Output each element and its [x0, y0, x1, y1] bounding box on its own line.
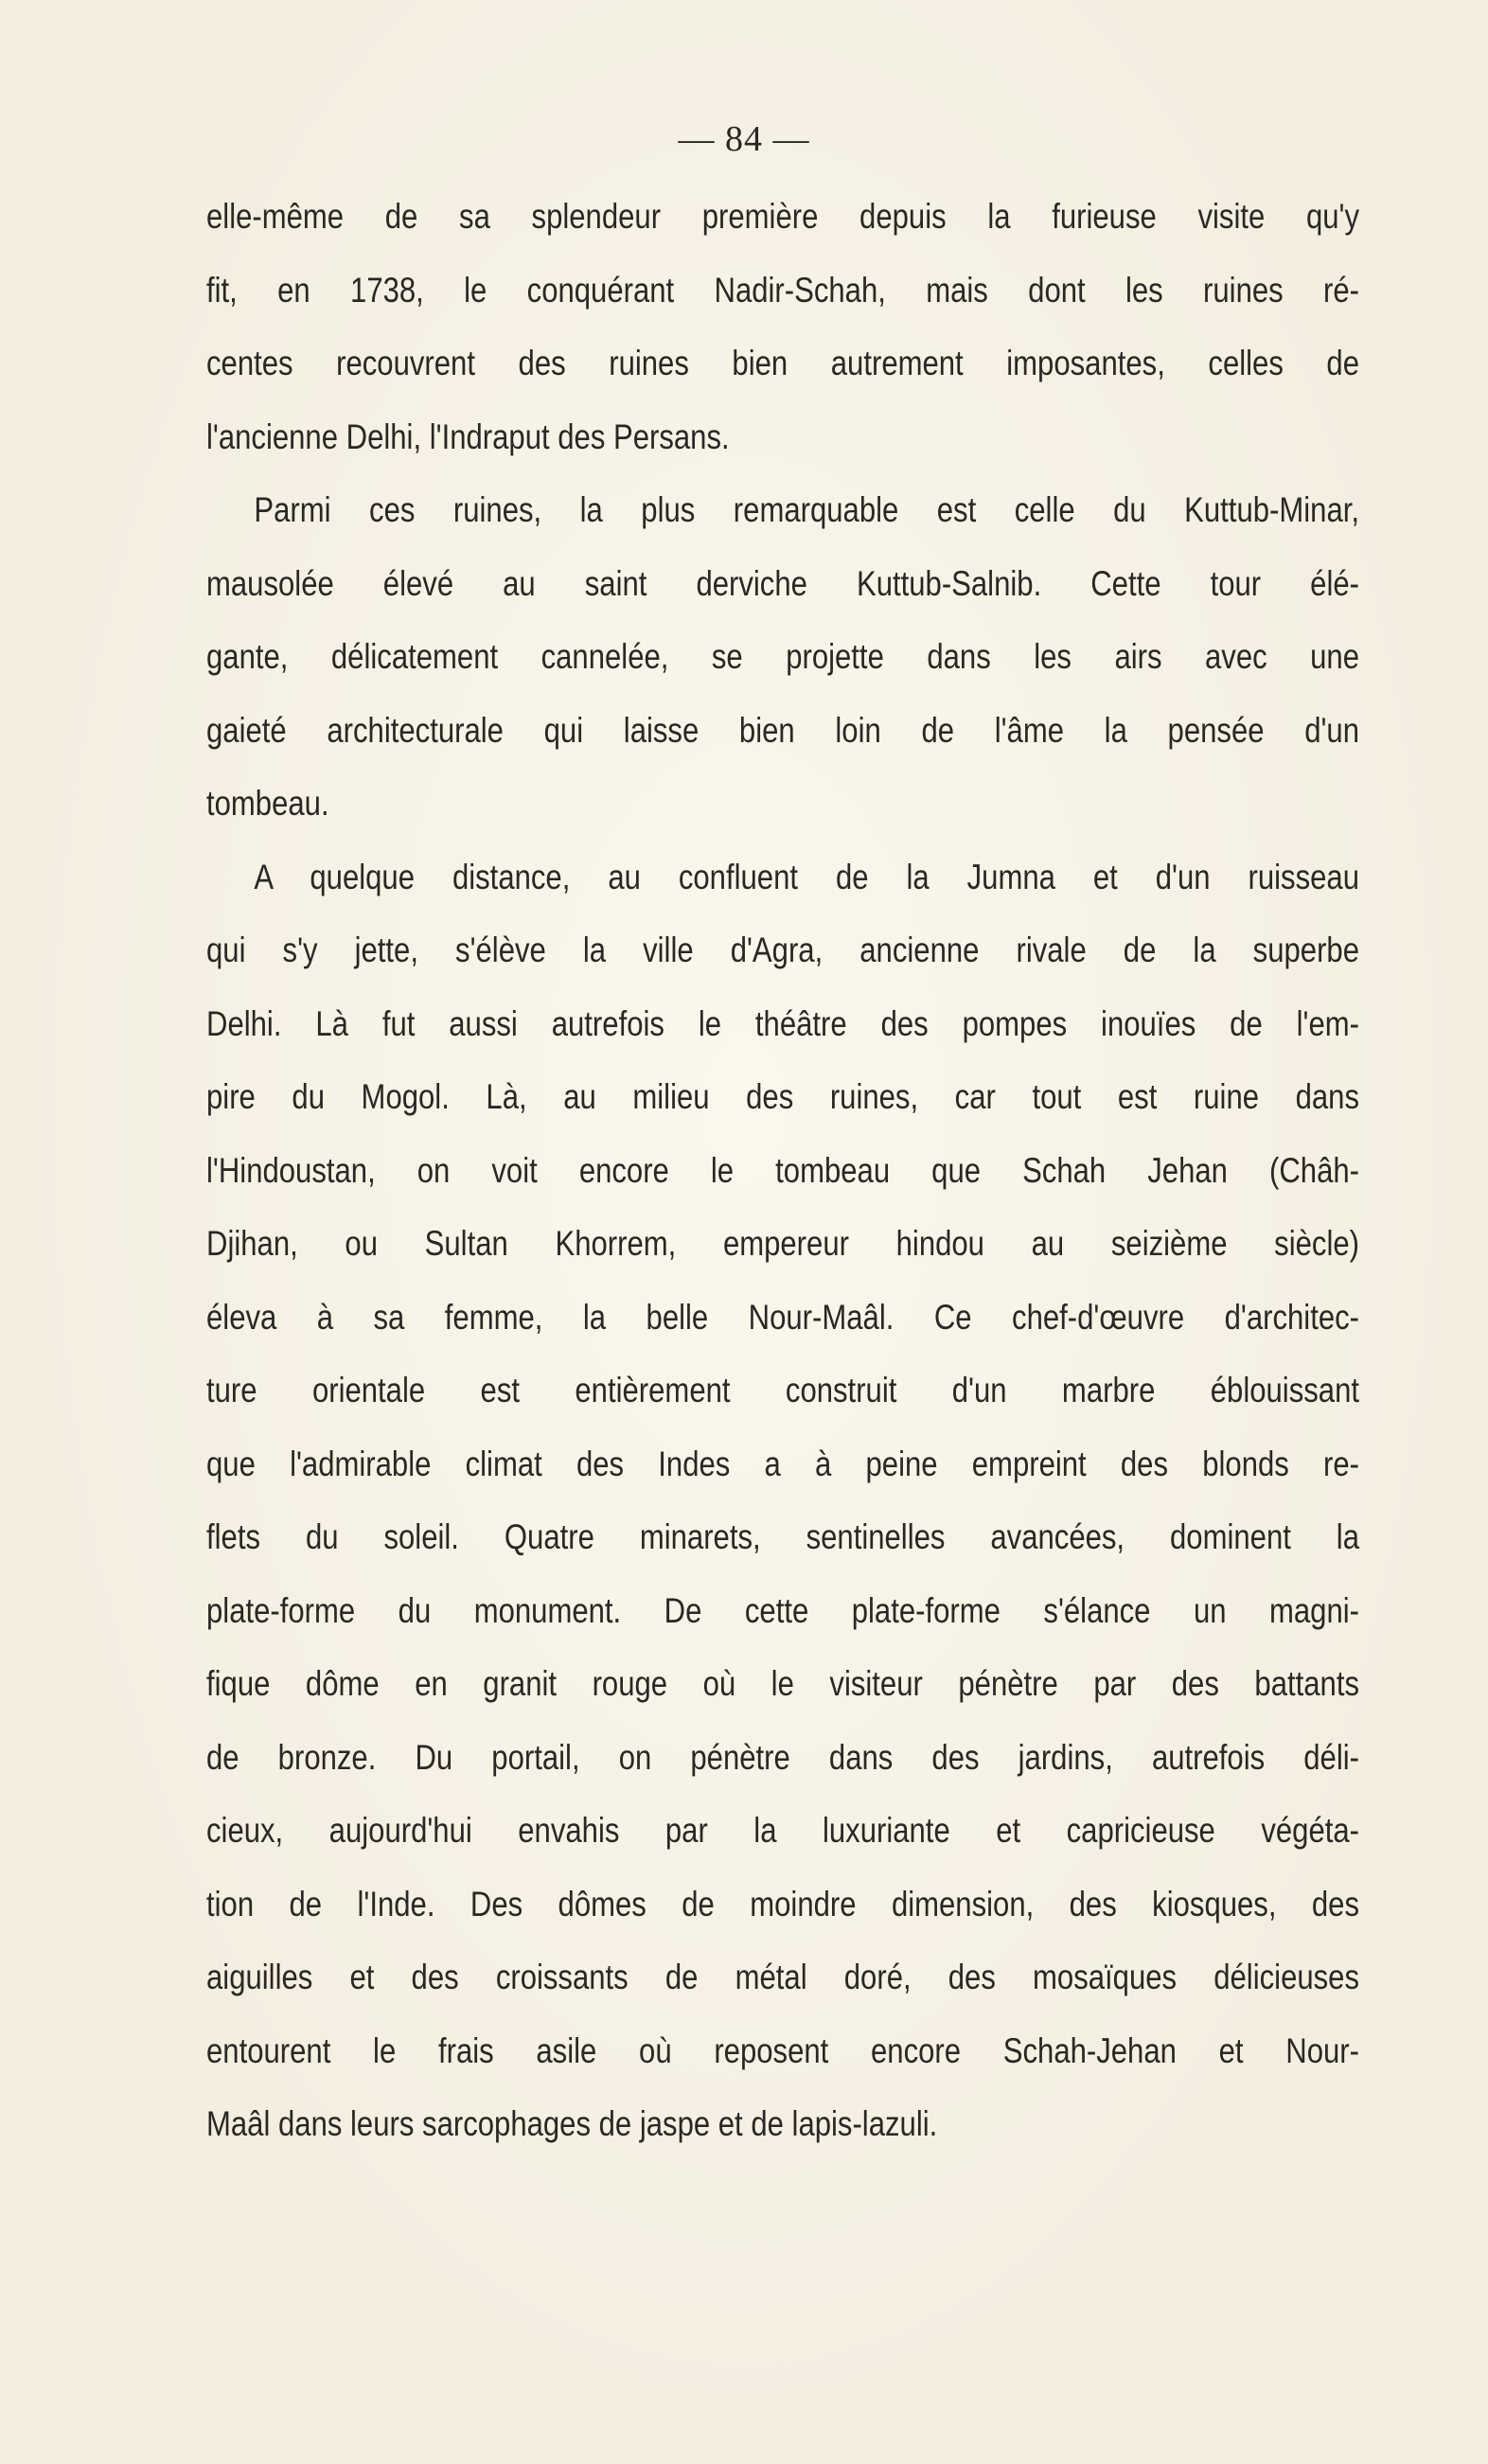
- text-line: mausolée élevé au saint derviche Kuttub-Salnib. Cette tour élé-: [206, 563, 1359, 603]
- text-line: gante, délicatement cannelée, se projette dans les airs avec une: [206, 637, 1359, 676]
- text-line: Delhi. Là fut aussi autrefois le théâtre des pompes inouïes de l'em-: [206, 1003, 1359, 1043]
- text-line: Parmi ces ruines, la plus remarquable est celle du Kuttub-Minar,: [254, 490, 1359, 529]
- text-line: cieux, aujourd'hui envahis par la luxuriante et capricieuse végéta-: [206, 1811, 1359, 1850]
- text-line: l'ancienne Delhi, l'Indraput des Persans.: [206, 417, 730, 456]
- text-line: tombeau.: [206, 784, 329, 823]
- text-line: pire du Mogol. Là, au milieu des ruines, car tout est ruine dans: [206, 1077, 1359, 1116]
- text-line: gaieté architecturale qui laisse bien loin de l'âme la pensée d'un: [206, 710, 1359, 750]
- text-line: éleva à sa femme, la belle Nour-Maâl. Ce chef-d'œuvre d'architec-: [206, 1297, 1359, 1337]
- text-line: de bronze. Du portail, on pénètre dans des jardins, autrefois déli-: [206, 1737, 1359, 1777]
- text-line: plate-forme du monument. De cette plate-forme s'élance un magni-: [206, 1590, 1359, 1630]
- text-line: qui s'y jette, s'élève la ville d'Agra, ancienne rivale de la superbe: [206, 931, 1359, 969]
- text-line: flets du soleil. Quatre minarets, sentinelles avancées, dominent la: [206, 1517, 1359, 1556]
- paragraph: [206, 841, 1359, 2161]
- paragraph: [206, 180, 1359, 473]
- text-line: l'Hindoustan, on voit encore le tombeau que Schah Jehan (Châh-: [206, 1150, 1359, 1190]
- paragraph: [206, 473, 1359, 841]
- body-text-inner: [206, 180, 1359, 2161]
- text-line: fit, en 1738, le conquérant Nadir-Schah, mais dont les ruines ré-: [206, 270, 1359, 310]
- text-line: que l'admirable climat des Indes a à peine empreint des blonds re-: [206, 1444, 1359, 1483]
- text-line: Maâl dans leurs sarcophages de jaspe et de lapis-lazuli.: [206, 2104, 938, 2143]
- text-line: aiguilles et des croissants de métal doré, des mosaïques délicieuses: [206, 1958, 1359, 1996]
- text-line: entourent le frais asile où reposent encore Schah-Jehan et Nour-: [206, 2030, 1359, 2070]
- text-line: A quelque distance, au confluent de la Jumna et d'un ruisseau: [254, 857, 1359, 896]
- text-line: fique dôme en granit rouge où le visiteur pénètre par des battants: [206, 1664, 1359, 1703]
- text-line: ture orientale est entièrement construit d'un marbre éblouissant: [206, 1371, 1359, 1409]
- page-number: — 84 —: [678, 119, 810, 159]
- text-line: centes recouvrent des ruines bien autrement imposantes, celles de: [206, 344, 1359, 382]
- text-line: elle-même de sa splendeur première depuis la furieuse visite qu'y: [206, 197, 1359, 236]
- text-line: Djihan, ou Sultan Khorrem, empereur hindou au seizième siècle): [206, 1224, 1359, 1263]
- body-text: [206, 180, 1359, 2161]
- text-line: tion de l'Inde. Des dômes de moindre dimension, des kiosques, des: [206, 1884, 1359, 1923]
